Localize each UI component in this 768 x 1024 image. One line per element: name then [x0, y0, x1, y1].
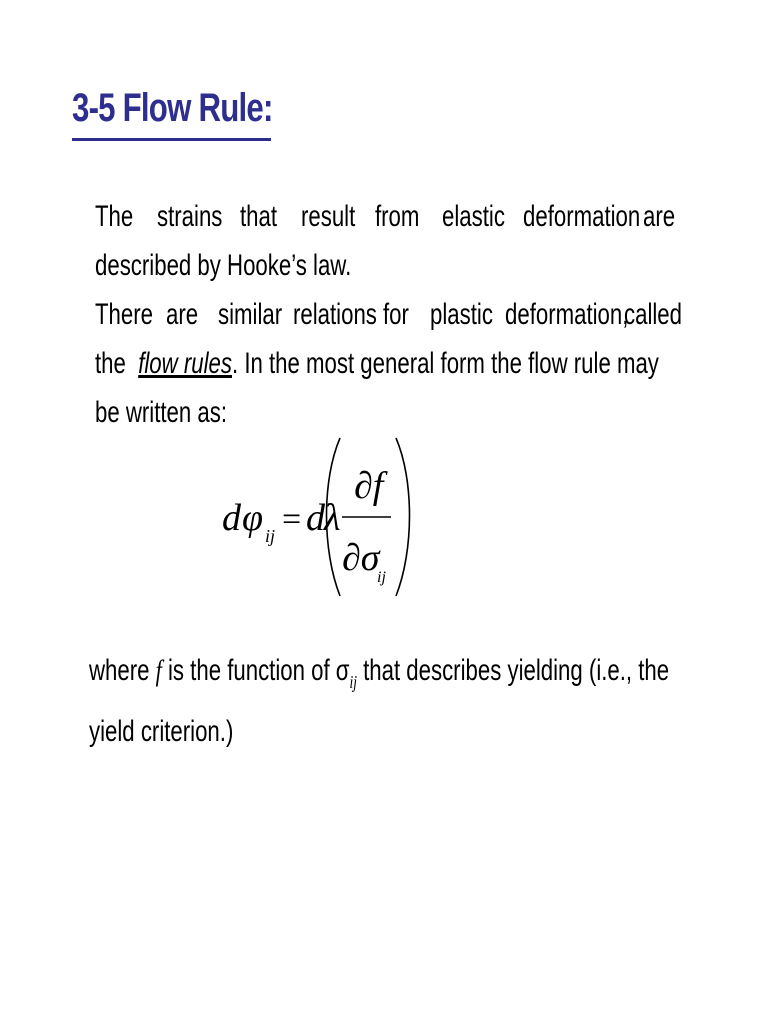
line-1-word: elastic [441, 200, 505, 233]
paragraph-line-3 [95, 290, 683, 339]
line-4-suffix: . In the most general form the flow rule may [231, 347, 659, 380]
paragraph-line-4 [95, 339, 667, 388]
where-word: where [89, 654, 156, 687]
rhs-lambda: λ [324, 497, 341, 539]
line-4-prefix: the [95, 347, 126, 380]
rhs-d: d [306, 497, 325, 539]
lhs-phi: φ [242, 497, 264, 539]
numerator: ∂f [354, 465, 384, 507]
function-of-text: is the function of σ [161, 654, 350, 687]
denominator-subscript: ij [377, 569, 386, 586]
lhs-d: d [222, 497, 241, 539]
line-5-text: be written as: [95, 396, 228, 429]
line-4-text [95, 339, 659, 388]
explanation-line-2 [89, 707, 768, 756]
line-1-word: strains [157, 200, 223, 233]
line-3-word: There [95, 298, 153, 331]
line-1-word: from [375, 200, 420, 233]
paragraph-line-1 [95, 192, 676, 241]
page-title: 3-5 Flow Rule: [72, 86, 273, 130]
line-3-word: called [624, 298, 683, 331]
explanation-line-1 [89, 646, 768, 707]
lhs-subscript: ij [265, 526, 276, 546]
line-1-word: are [643, 200, 676, 233]
flow-rules-term: flow rules [138, 347, 232, 380]
line-3-word: relations [293, 298, 377, 331]
describes-yielding-text: that describes yielding (i.e., the [356, 654, 670, 687]
line-3-word: deformation, [504, 298, 629, 331]
explanation-line-1-text [89, 646, 669, 707]
equals-sign: = [282, 501, 302, 538]
line-3-word: similar [217, 298, 282, 331]
line-3-word: plastic [430, 298, 494, 331]
line-3-word: for [383, 298, 409, 331]
title-underline [72, 138, 271, 141]
line-1-word: that [239, 200, 277, 233]
right-paren [396, 438, 410, 596]
line-1-word: deformation [522, 200, 640, 233]
line-1-word: The [95, 200, 134, 233]
explanation-line-2-text: yield criterion.) [89, 715, 234, 748]
line-1-word: result [301, 200, 356, 233]
line-3-word: are [165, 298, 198, 331]
explanation-paragraph [89, 646, 768, 756]
flow-rule-equation [218, 430, 418, 605]
line-2-text: described by Hooke’s law. [95, 249, 352, 282]
sigma-subscript: ij [349, 672, 357, 692]
paragraph-line-2 [95, 241, 667, 290]
denominator: ∂σ [342, 537, 380, 579]
f-symbol: f [155, 654, 162, 687]
body-paragraph [95, 192, 683, 437]
